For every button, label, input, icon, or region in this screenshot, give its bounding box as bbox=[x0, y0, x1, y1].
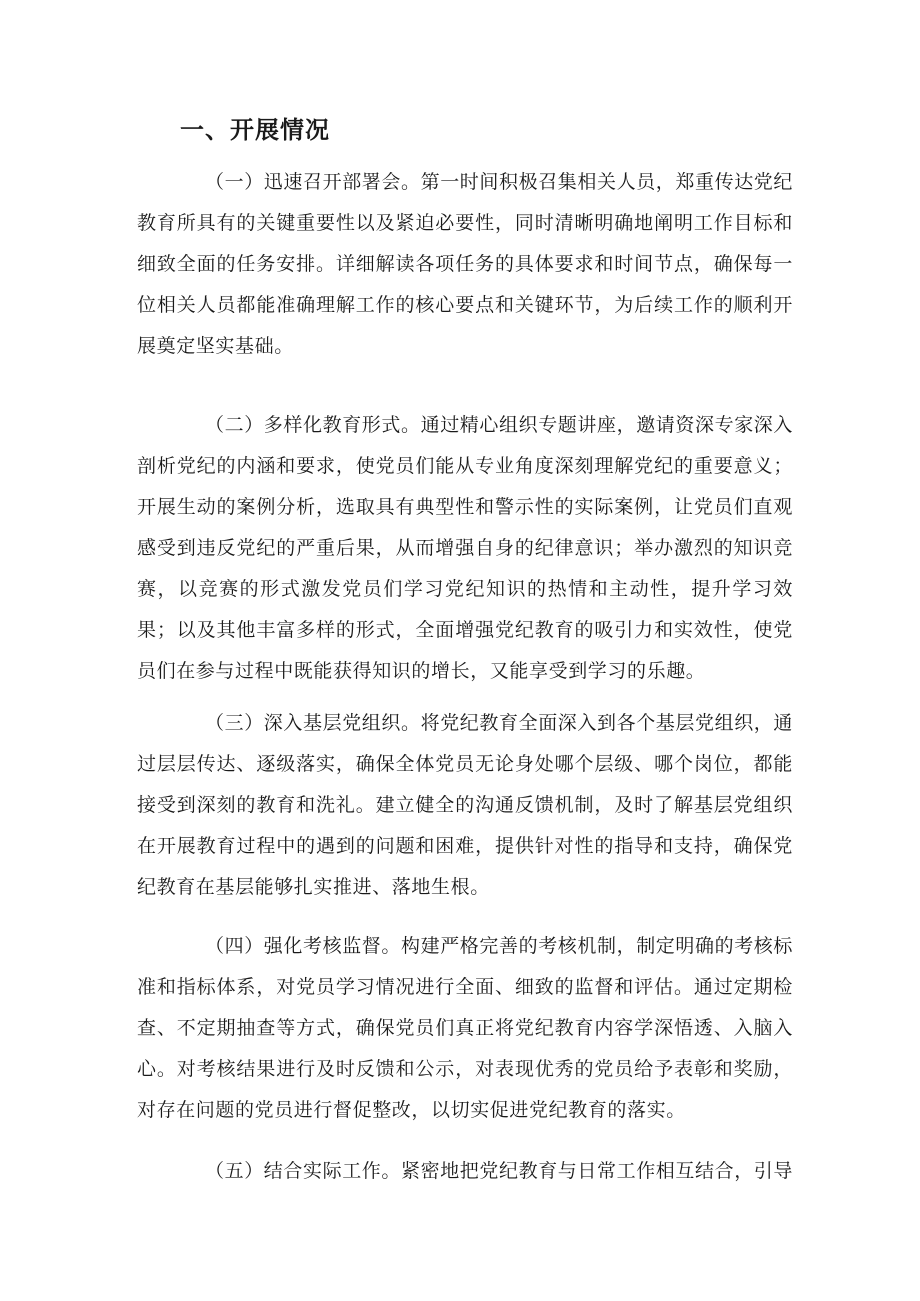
paragraph-assessment: （四）强化考核监督。构建严格完善的考核机制，制定明确的考核标准和指标体系，对党员学习情况进行全面、细致的监督和评估。通过定期检查、不定期抽查等方式，确保党员们真正将党纪教育内容学深悟透、入脑入心。对考核结果进行及时反馈和公示，对表现优秀的党员给予表彰和奖励，对存在问题的党员进行督促整改，以切实促进党纪教育的落实。 bbox=[137, 935, 794, 1121]
paragraph-practical-work: （五）结合实际工作。紧密地把党纪教育与日常工作相互结合，引导 bbox=[205, 1160, 794, 1182]
paragraph-rapid-meeting: （一）迅速召开部署会。第一时间积极召集相关人员，郑重传达党纪教育所具有的关键重要性以及紧迫必要性，同时清晰明确地阐明工作目标和细致全面的任务安排。详细解读各项任务的具体要求和时间节点，确保每一位相关人员都能准确理解工作的核心要点和关键环节，为后续工作的顺利开展奠定坚实基础。 bbox=[137, 171, 794, 357]
paragraph-education-forms: （二）多样化教育形式。通过精心组织专题讲座，邀请资深专家深入剖析党纪的内涵和要求，使党员们能从专业角度深刻理解党纪的重要意义；开展生动的案例分析，选取具有典型性和警示性的实际案例，让党员们直观感受到违反党纪的严重后果，从而增强自身的纪律意识；举办激烈的知识竞赛，以竞赛的形式激发党员们学习党纪知识的热情和主动性，提升学习效果；以及其他丰富多样的形式，全面增强党纪教育的吸引力和实效性，使党员们在参与过程中既能获得知识的增长，又能享受到学习的乐趣。 bbox=[137, 414, 794, 682]
paragraph-grassroots: （三）深入基层党组织。将党纪教育全面深入到各个基层党组织，通过层层传达、逐级落实，确保全体党员无论身处哪个层级、哪个岗位，都能接受到深刻的教育和洗礼。建立健全的沟通反馈机制，及时了解基层党组织在开展教育过程中的遇到的问题和困难，提供针对性的指导和支持，确保党纪教育在基层能够扎实推进、落地生根。 bbox=[137, 712, 794, 898]
section-heading: 一、开展情况 bbox=[180, 116, 330, 144]
